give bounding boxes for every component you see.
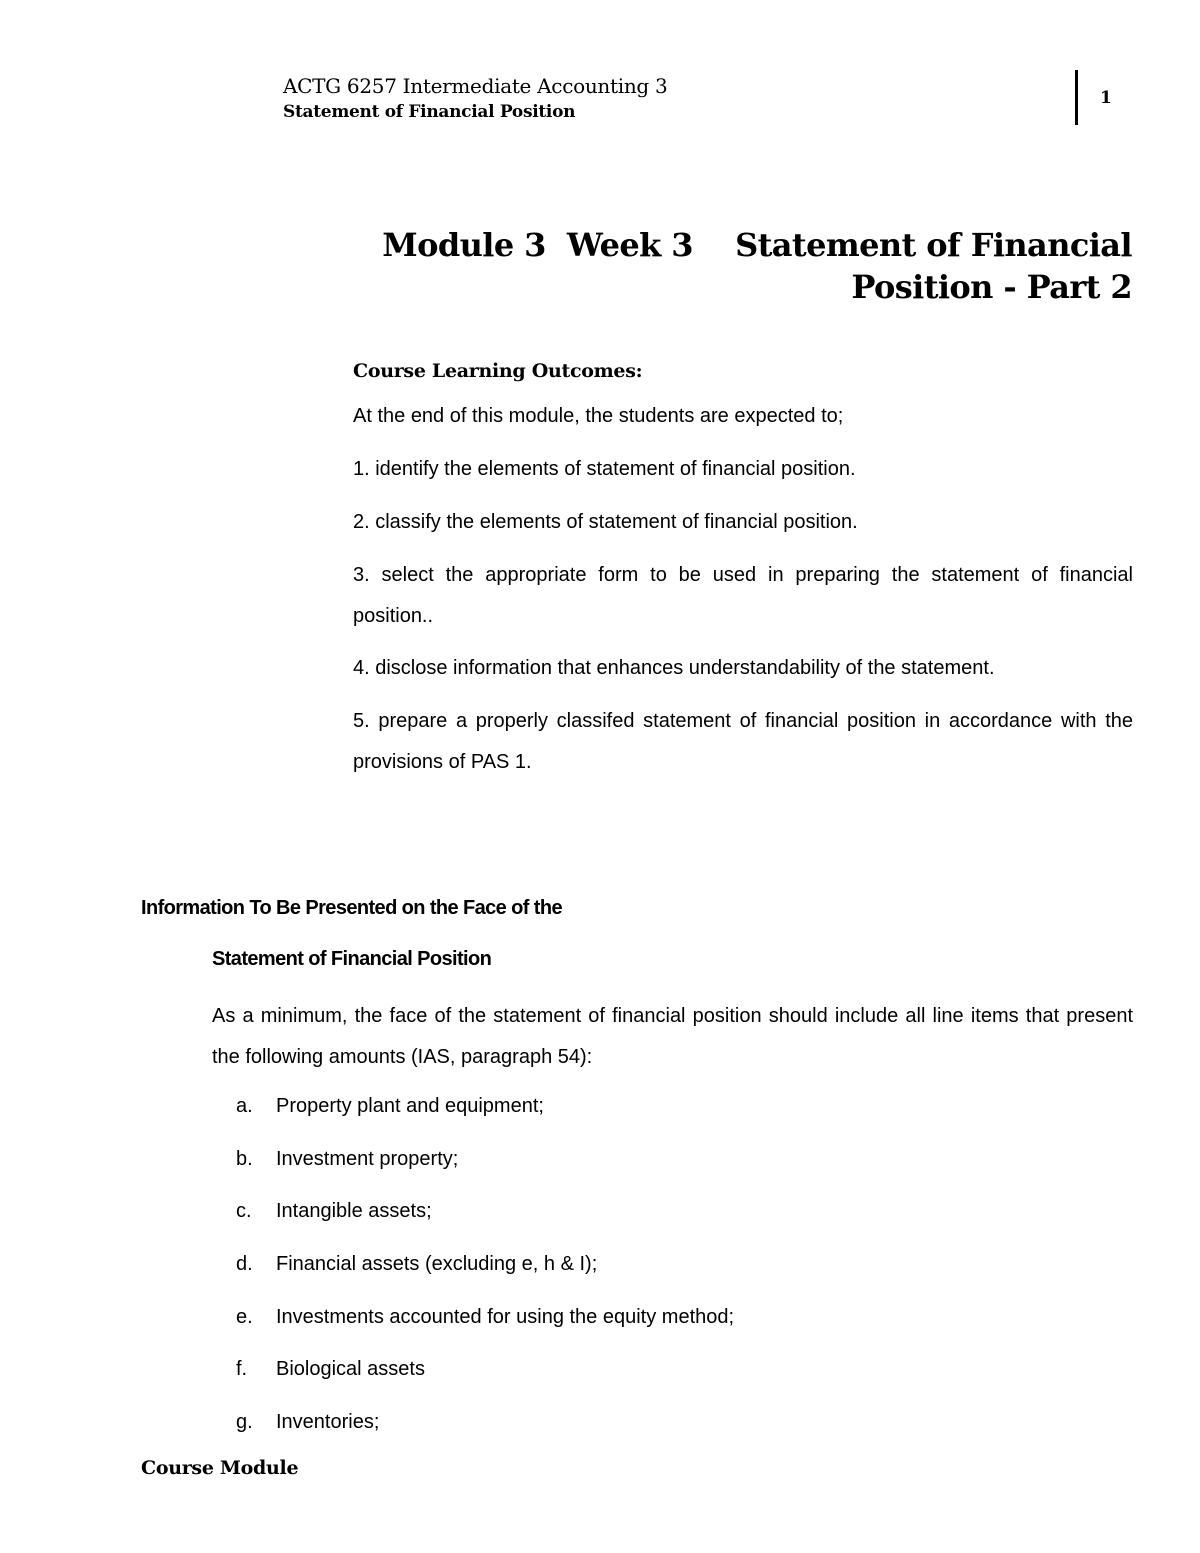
list-text: Investment property; bbox=[276, 1148, 459, 1170]
header-divider bbox=[1075, 70, 1078, 125]
section-paragraph: As a minimum, the face of the statement of financial position should include all line items that present the following amounts (IAS, paragraph 54): bbox=[212, 1005, 1133, 1068]
list-text: Financial assets (excluding e, h & I); bbox=[276, 1253, 598, 1275]
page-number: 1 bbox=[1100, 88, 1112, 108]
outcomes-heading: Course Learning Outcomes: bbox=[353, 360, 643, 382]
outcome-item-4: 4. disclose information that enhances understandability of the statement. bbox=[353, 657, 995, 679]
list-marker: c. bbox=[236, 1200, 252, 1222]
list-marker: g. bbox=[236, 1411, 253, 1433]
module-title bbox=[372, 224, 1132, 308]
list-text: Intangible assets; bbox=[276, 1200, 432, 1222]
outcome-item-5: 5. prepare a properly classifed statement of financial position in accordance with the provisions of PAS 1. bbox=[353, 710, 1133, 773]
list-marker: a. bbox=[236, 1095, 253, 1117]
header-course-title: ACTG 6257 Intermediate Accounting 3 bbox=[283, 74, 668, 98]
list-text: Investments accounted for using the equity method; bbox=[276, 1306, 735, 1328]
section-subheading: Statement of Financial Position bbox=[212, 948, 492, 970]
list-text: Property plant and equipment; bbox=[276, 1095, 544, 1117]
outcomes-intro: At the end of this module, the students are expected to; bbox=[353, 405, 844, 427]
header-subtitle: Statement of Financial Position bbox=[283, 102, 576, 122]
module-title-line-1: Module 3 Week 3 Statement of Financial bbox=[382, 226, 1132, 264]
list-marker: d. bbox=[236, 1253, 253, 1275]
list-marker: b. bbox=[236, 1148, 253, 1170]
section-heading: Information To Be Presented on the Face of the bbox=[141, 897, 562, 919]
outcome-item-1: 1. identify the elements of statement of financial position. bbox=[353, 458, 856, 480]
module-title-line-2: Position - Part 2 bbox=[851, 268, 1132, 306]
outcome-item-2: 2. classify the elements of statement of financial position. bbox=[353, 511, 858, 533]
list-marker: e. bbox=[236, 1306, 253, 1328]
list-text: Biological assets bbox=[276, 1358, 425, 1380]
list-marker: f. bbox=[236, 1358, 248, 1380]
outcome-item-3: 3. select the appropriate form to be used in preparing the statement of financial position.. bbox=[353, 564, 1133, 627]
footer-label: Course Module bbox=[141, 1457, 299, 1479]
list-text: Inventories; bbox=[276, 1411, 380, 1433]
